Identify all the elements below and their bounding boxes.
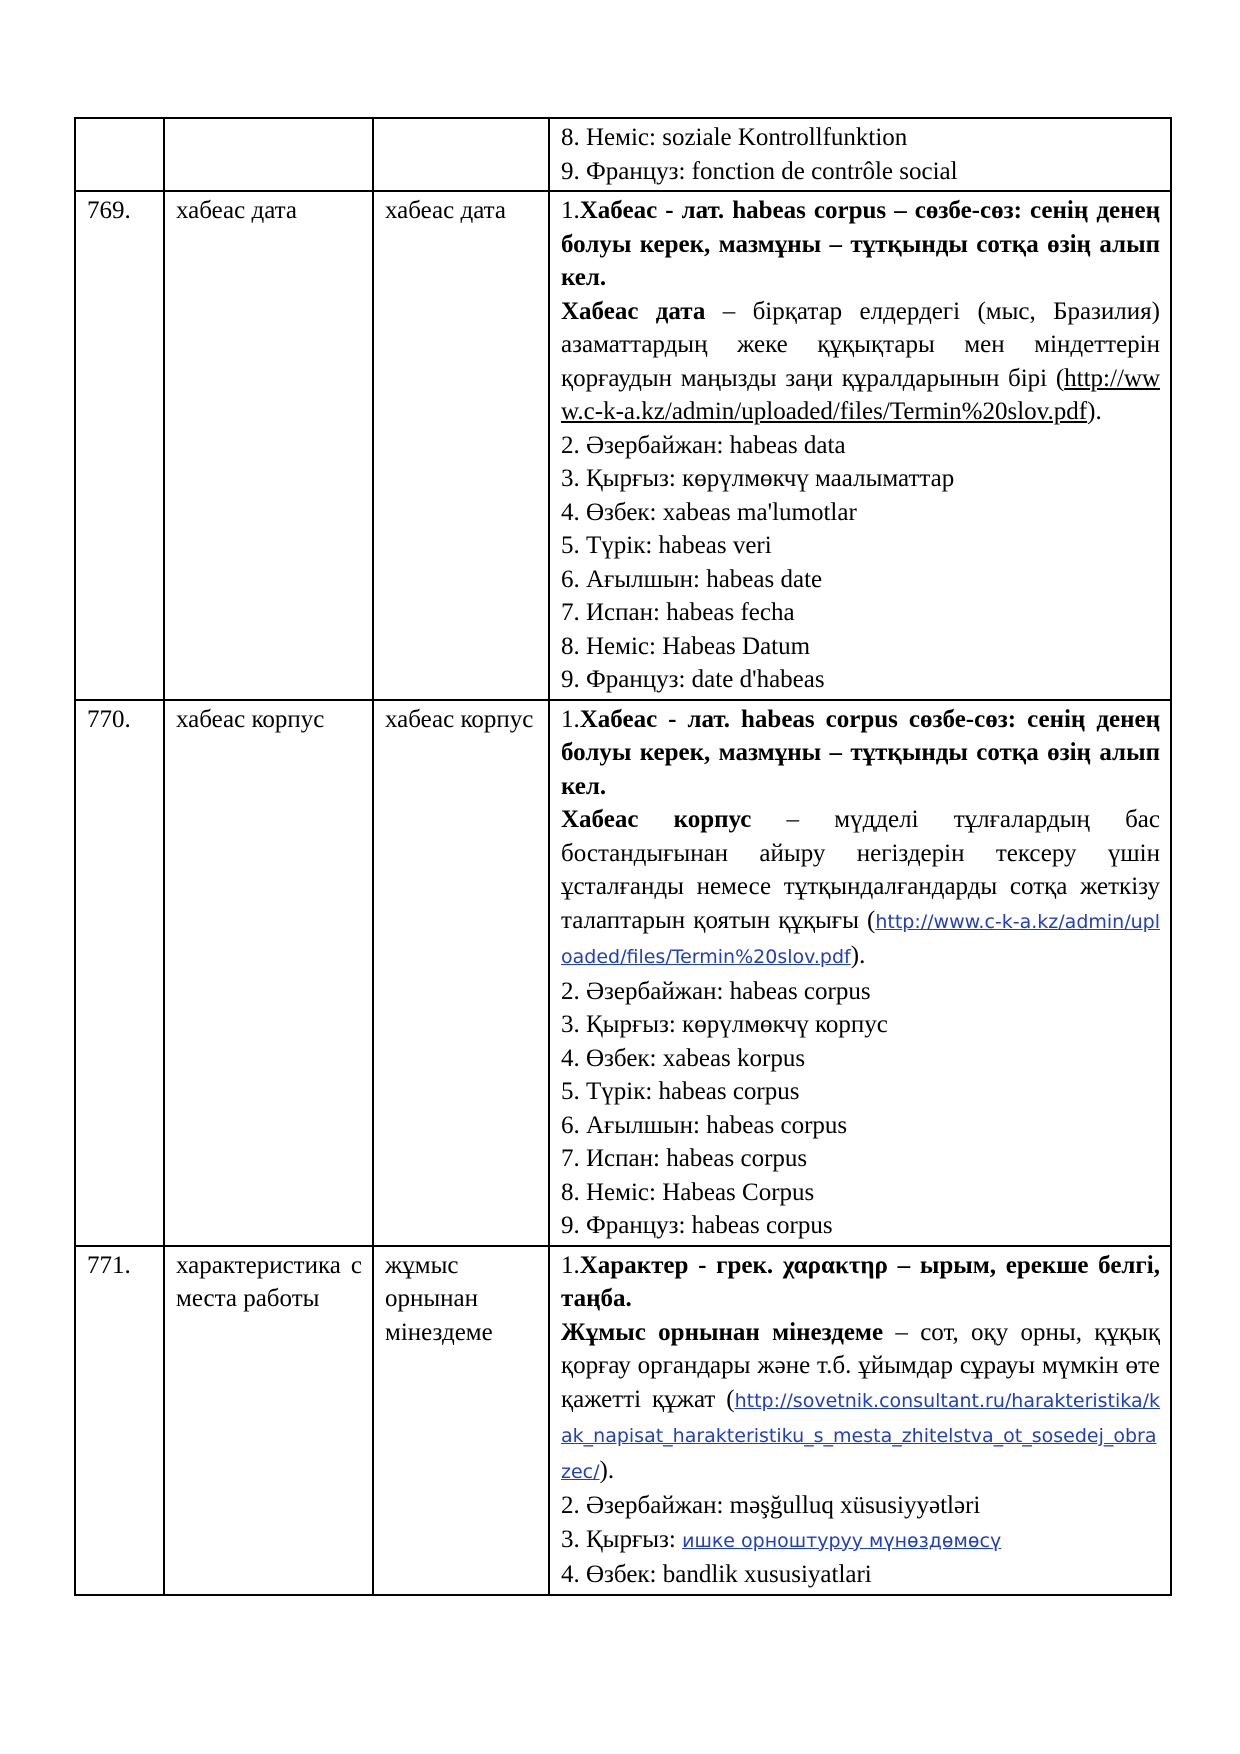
- translation-line: 2. Әзербайжан: habeas data: [561, 431, 846, 459]
- translation-line: 7. Испан: habeas corpus: [561, 1145, 808, 1172]
- translation-link[interactable]: ишке орноштуруу мүнөздөмөсү: [682, 1529, 1002, 1552]
- etymology-text: Хабеас - лат. habeas corpus сөзбе-сөз: сенің денең болуы керек, мазмұны – тұтқынды сотқа өзің алып кел.: [561, 705, 1160, 800]
- translation-line: 8. Неміс: Habeas Corpus: [561, 1178, 815, 1206]
- translation-line: 5. Түрік: habeas corpus: [561, 1078, 800, 1105]
- term-russian: хабеас корпус: [164, 700, 373, 1246]
- etymology: 1.Хабеас - лат. habeas corpus сөзбе-сөз: сенің денең болуы керек, мазмұны – тұтқынды сотқа өзің алып кел.: [561, 705, 1160, 800]
- definition-cell: [549, 191, 1171, 700]
- definition: Хабеас дата – бірқатар елдердегі (мыс, Бразилия) азаматтардың жеке құқықтары мен міндеттерін қорғаудын маңызды заңи құралдарынын бірі (http://www.c-k-a.kz/admin/uploaded/files/Termin%20slov.pdf).: [561, 297, 1160, 425]
- definition-text: – сот, оқу орны, құқық қорғау органдары және т.б. ұйымдар сұрауы мүмкін өте қажетті құжат (: [561, 1318, 1160, 1413]
- translation-line: 5. Түрік: habeas veri: [561, 532, 772, 559]
- entry-number: 769.: [75, 191, 164, 700]
- definition: Хабеас корпус – мүдделі тұлғалардың бас бостандығынан айыру негіздерін тексеру үшін ұсталғанды немесе тұтқындалғандарды сотқа жеткізу талаптарын қоятын құқығы (http://www.c-k-a.kz/admin/uploaded/files/Termin%20slov.pdf).: [561, 806, 1160, 969]
- translation-line: 7. Испан: habeas fecha: [561, 599, 795, 626]
- term-kazakh: хабеас корпус: [373, 700, 549, 1246]
- entry-number: 770.: [75, 700, 164, 1246]
- table-row: [75, 118, 1171, 191]
- term-kazakh: жұмыс орнынан мінездеме: [373, 1246, 549, 1595]
- table-row: [75, 191, 1171, 700]
- table-row: [75, 1246, 1171, 1595]
- translation-line: 9. Француз: date d'habeas: [561, 666, 825, 693]
- translation-line: 2. Әзербайжан: məşğulluq xüsusiyyətləri: [561, 1492, 981, 1519]
- source-link[interactable]: http://www.c-k-a.kz/admin/uploaded/files/Termin%20slov.pdf: [561, 910, 1160, 968]
- definition-term: Жұмыс орнынан мінездеме: [561, 1318, 884, 1346]
- term-russian: характеристика с места работы: [164, 1246, 373, 1595]
- translation-line: 3. Қырғыз: көрүлмөкчү маалыматтар: [561, 465, 955, 492]
- etymology-text: Хабеас - лат. habeas corpus – сөзбе-сөз: сенің денең болуы керек, мазмұны – тұтқынды сотқа өзің алып кел.: [561, 197, 1160, 291]
- definition-term: Хабеас корпус: [561, 806, 752, 833]
- definition-cell: [549, 700, 1171, 1246]
- translation-line: 8. Неміс: Habeas Datum: [561, 632, 811, 660]
- terms-table: [74, 117, 1172, 1596]
- definition-cell: [549, 1246, 1171, 1595]
- translation-line: 8. Неміс: soziale Kontrollfunktion: [561, 124, 908, 151]
- translation-line: 9. Француз: fonction de contrôle social: [561, 157, 958, 185]
- entry-number: 771.: [75, 1246, 164, 1595]
- translation-line: 6. Ағылшын: habeas date: [561, 565, 823, 593]
- translation-line: 4. Өзбек: bandlik xususiyatlari: [561, 1561, 872, 1588]
- term-russian: хабеас дата: [164, 191, 373, 700]
- source-link[interactable]: http://sovetnik.consultant.ru/harakteristika/kak_napisat_harakteristiku_s_mesta_zhitelstva_ot_sosedej_obrazec/: [561, 1389, 1160, 1483]
- definition-text: – мүдделі тұлғалардың бас бостандығынан айыру негіздерін тексеру үшін ұсталғанды немесе тұтқындалғандарды сотқа жеткізу талаптарын қоятын құқығы (: [561, 806, 1160, 934]
- etymology: 1.Характер - грек. χαρακτηρ – ырым, ерекше белгі, таңба.: [561, 1251, 1160, 1312]
- definition-cell: [549, 118, 1171, 191]
- translation-line: 3. Қырғыз: көрүлмөкчү корпус: [561, 1011, 888, 1038]
- translation-line: 9. Француз: habeas corpus: [561, 1212, 833, 1239]
- source-link[interactable]: http://www.c-k-a.kz/admin/uploaded/files/Termin%20slov.pdf: [561, 364, 1160, 425]
- term-russian: [164, 118, 373, 191]
- definition-text: – бірқатар елдердегі (мыс, Бразилия) азаматтардың жеке құқықтары мен міндеттерін қорғаудын маңызды заңи құралдарынын бірі (: [561, 297, 1160, 392]
- translation-line: 2. Әзербайжан: habeas corpus: [561, 977, 871, 1005]
- translation-line: 3. Қырғыз: ишке орноштуруу мүнөздөмөсү: [561, 1525, 1002, 1553]
- translation-line: 6. Ағылшын: habeas corpus: [561, 1111, 848, 1139]
- definition: Жұмыс орнынан мінездеме – сот, оқу орны, құқық қорғау органдары және т.б. ұйымдар сұрауы мүмкін өте қажетті құжат (http://sovetnik.consultant.ru/harakteristika/kak_napisat_harakteristiku_s_mesta_zhitelstva_ot_sosedej_obrazec/).: [561, 1318, 1160, 1484]
- term-kazakh: [373, 118, 549, 191]
- table-row: [75, 700, 1171, 1246]
- translation-line: 4. Өзбек: xabeas ma'lumotlar: [561, 498, 857, 526]
- entry-number: [75, 118, 164, 191]
- term-kazakh: хабеас дата: [373, 191, 549, 700]
- definition-term: Хабеас дата: [561, 297, 706, 325]
- etymology: 1.Хабеас - лат. habeas corpus – сөзбе-сөз: сенің денең болуы керек, мазмұны – тұтқынды сотқа өзің алып кел.: [561, 197, 1160, 291]
- etymology-text: Характер - грек. χαρακτηρ – ырым, ерекше белгі, таңба.: [561, 1251, 1160, 1312]
- translation-line: 4. Өзбек: xabeas korpus: [561, 1044, 806, 1072]
